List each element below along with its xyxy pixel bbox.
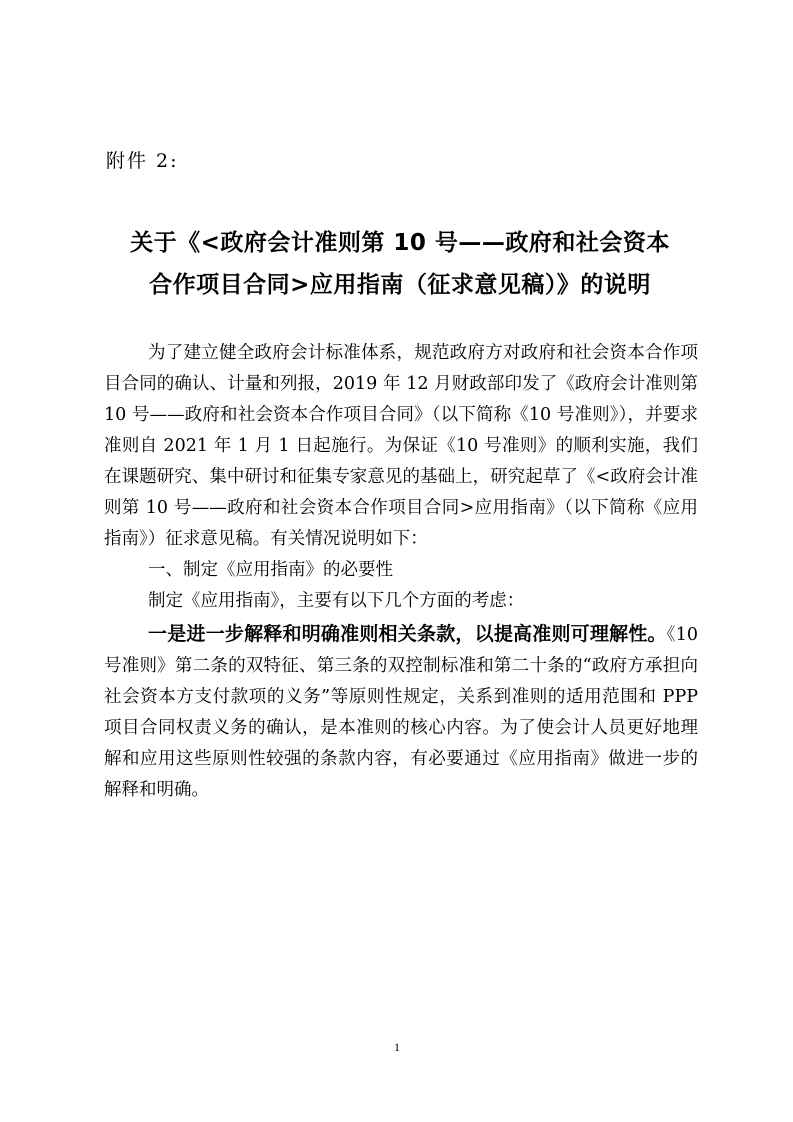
- section-1-heading: 一、制定《应用指南》的必要性: [148, 560, 393, 580]
- attachment-label: 附件 2:: [106, 150, 179, 172]
- intro-paragraph: 为了建立健全政府会计标准体系，规范政府方对政府和社会资本合作项目合同的确认、计量和列报，2019 年 12 月财政部印发了《政府会计准则第 10 号——政府和社会资本合作项目合同》（以下简称《10 号准则》），并要求准则自 2021 年 1 月 1 日起施行。为保证《10 号准则》的顺利实施，我们在课题研究、集中研讨和征集专家意见的基础上，研究起草了《<政府会计准则第 10 号——政府和社会资本合作项目合同>应用指南》（以下简称《应用指南》）征求意见稿。有关情况说明如下：: [104, 343, 698, 549]
- considerations-paragraph: 制定《应用指南》，主要有以下几个方面的考虑：: [148, 591, 525, 611]
- title-line-1: 关于《<政府会计准则第 10 号——政府和社会资本: [130, 230, 670, 256]
- point-1-lead: 一是进一步解释和明确准则相关条款，以提高准则可理解性。: [148, 623, 667, 645]
- document-body: [104, 338, 698, 806]
- title-line-2: 合作项目合同>应用指南（征求意见稿）》的说明: [149, 272, 651, 298]
- document-title: [100, 222, 700, 306]
- point-1-paragraph: [104, 619, 698, 806]
- point-1-body: 《10 号准则》第二条的双特征、第三条的双控制标准和第二十条的“政府方承担向社会资本方支付款项的义务”等原则性规定，关系到准则的适用范围和 PPP 项目合同权责义务的确认，是本准则的核心内容。为了使会计人员更好地理解和应用这些原则性较强的条款内容，有必要通过《应用指南》做进一步的解释和明确。: [104, 625, 698, 800]
- page-number: 1: [394, 1040, 400, 1054]
